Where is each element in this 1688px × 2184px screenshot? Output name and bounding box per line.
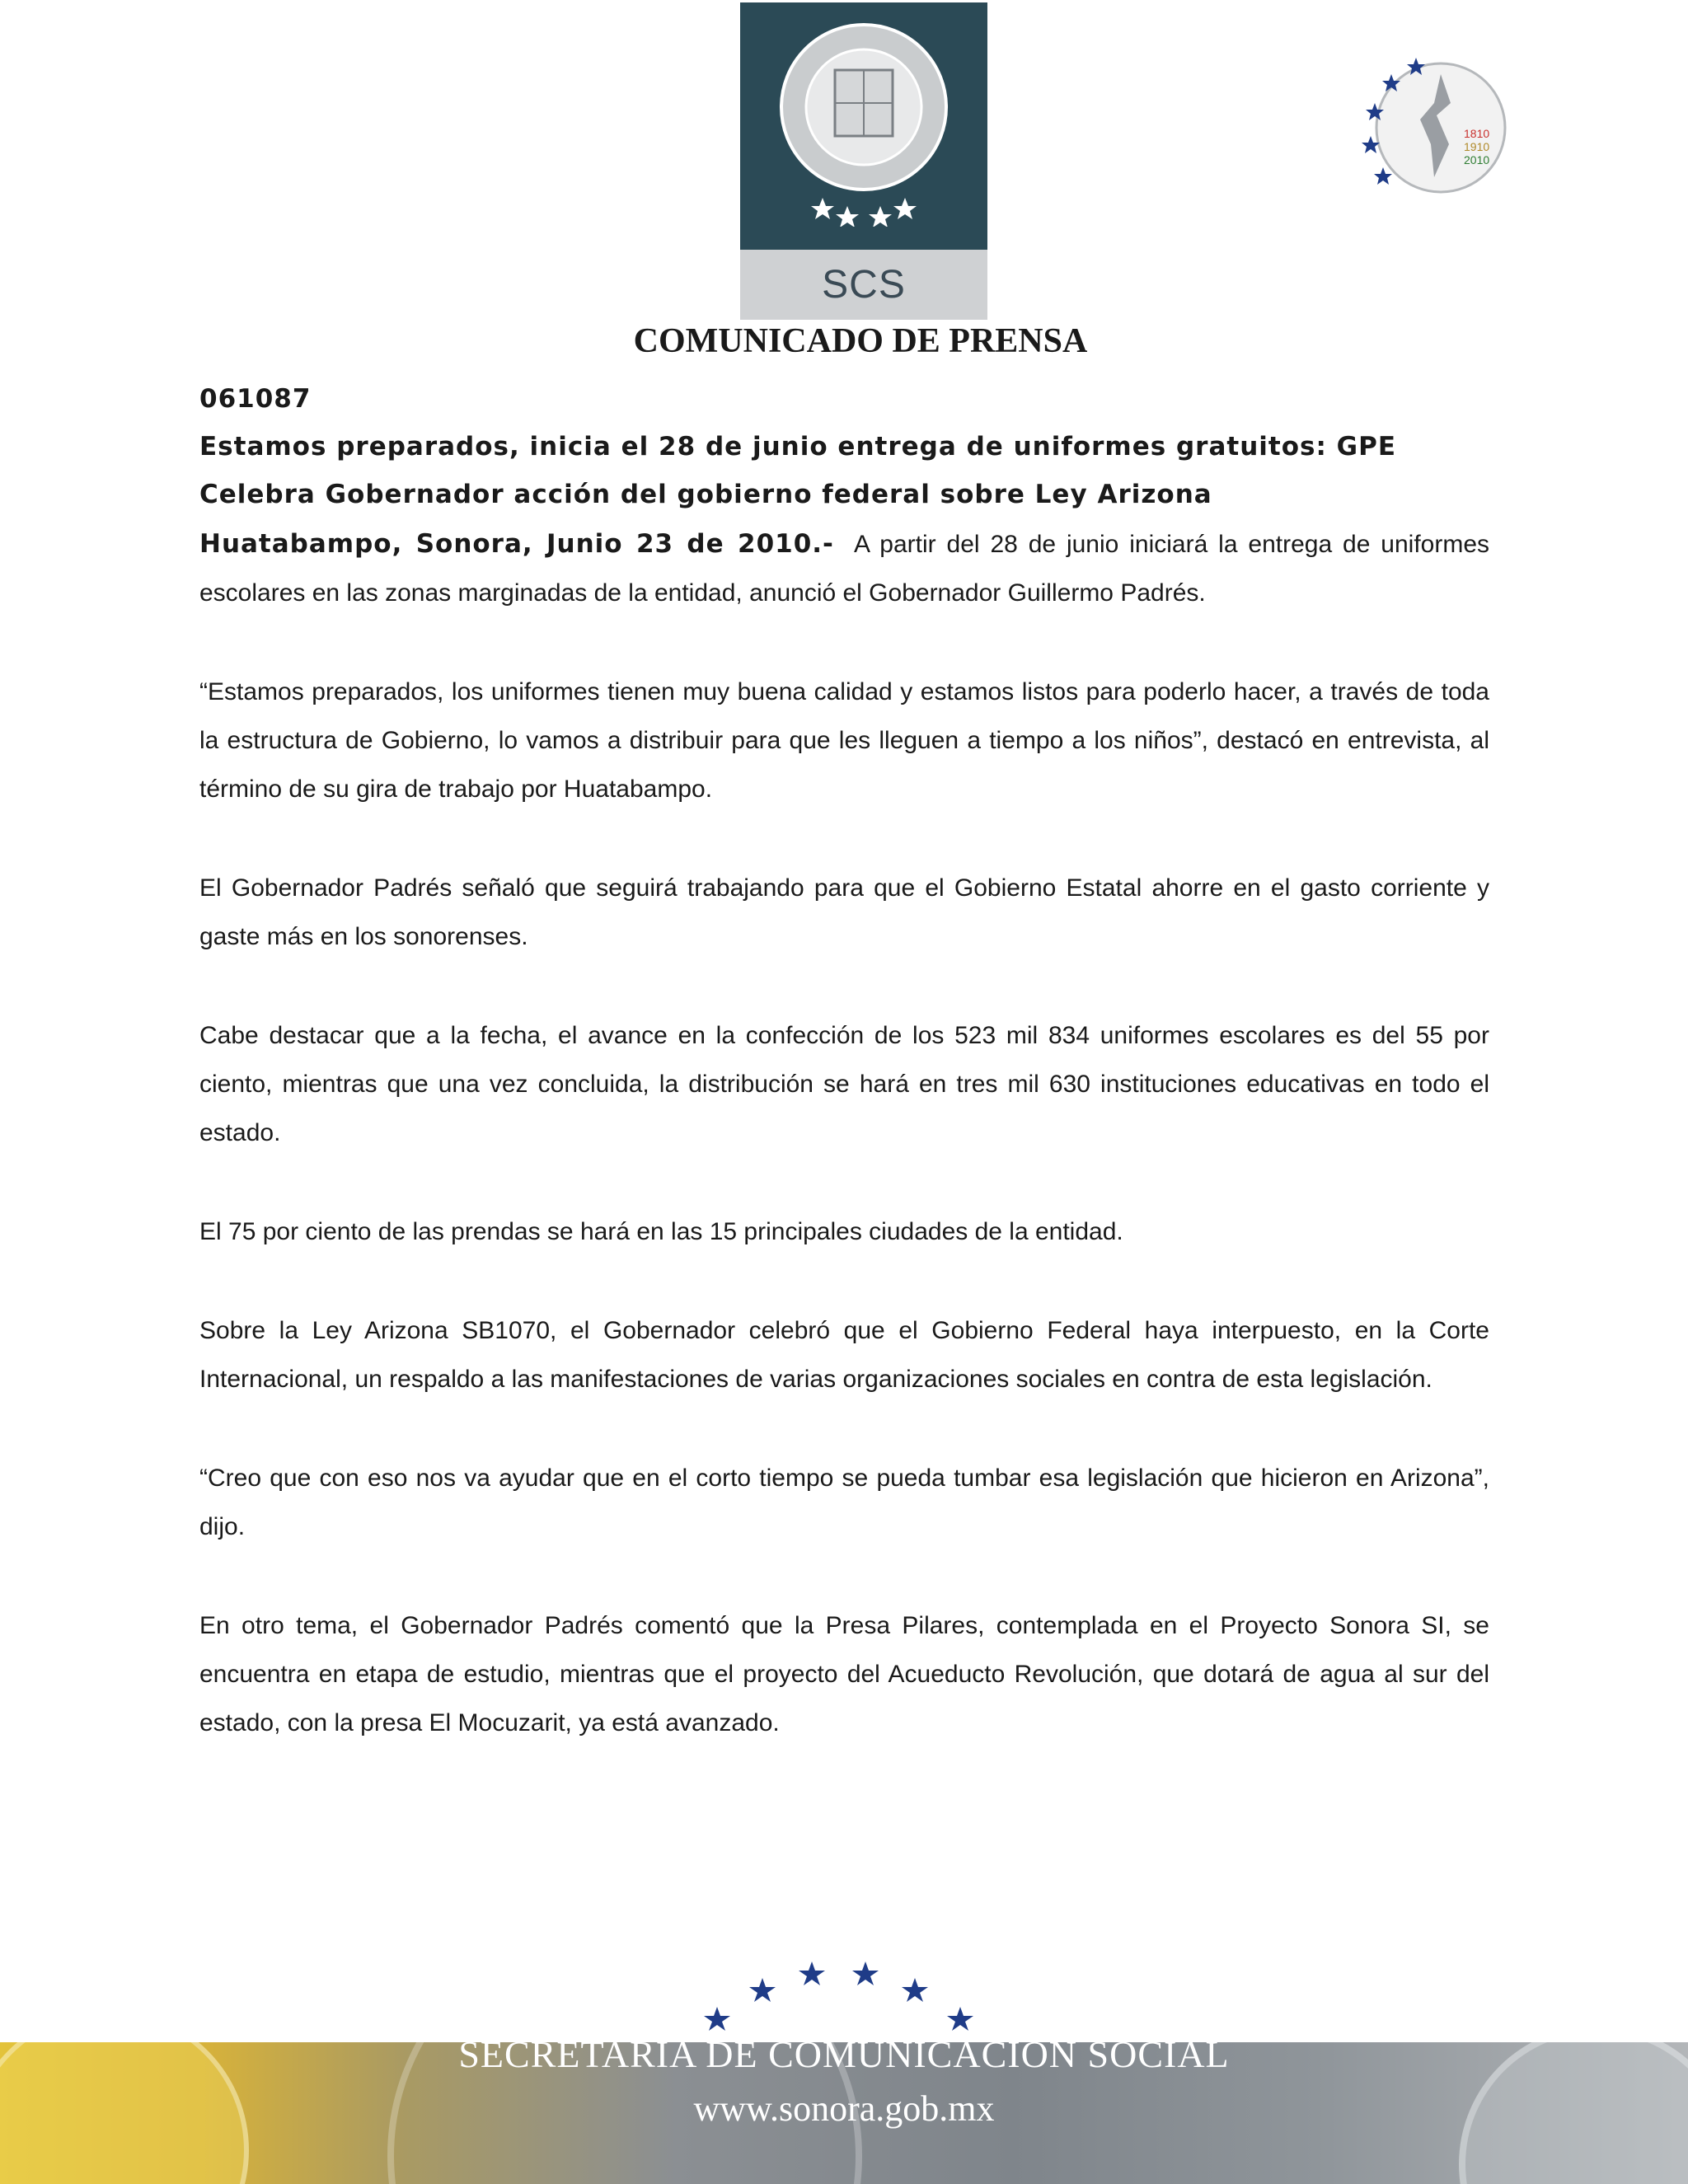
paragraph: “Creo que con eso nos va ayudar que en el corto tiempo se pueda tumbar esa legislación que hicieron en Arizona”, dijo.	[199, 1465, 1489, 1540]
logo-seal-panel	[740, 2, 987, 250]
subheadline: Celebra Gobernador acción del gobierno federal sobre Ley Arizona	[199, 480, 1212, 509]
svg-text:1910: 1910	[1464, 140, 1490, 153]
footer-organization: SECRETARÍA DE COMUNICACIÓN SOCIAL	[458, 2033, 1230, 2075]
paragraph: Cabe destacar que a la fecha, el avance en la confección de los 523 mil 834 uniformes escolares es del 55 por ciento, mientras que una vez concluida, la distribución se hará en tres mil 630 instituciones educativas en todo el estado.	[199, 1022, 1489, 1146]
svg-text:1810: 1810	[1464, 127, 1490, 140]
scs-logo	[740, 2, 987, 320]
paragraph: El 75 por ciento de las prendas se hará en las 15 principales ciudades de la entidad.	[199, 1218, 1123, 1245]
state-seal-icon	[777, 21, 950, 227]
lead-text: A partir del 28 de junio iniciará la entrega de uniformes escolares en las zonas marginadas de la entidad, anunció el Gobernador Guillermo Padrés.	[199, 531, 1490, 607]
page-title: COMUNICADO DE PRENSA	[633, 322, 1088, 360]
paragraph: El Gobernador Padrés señaló que seguirá trabajando para que el Gobierno Estatal ahorre en el gasto corriente y gaste más en los sonorenses.	[199, 874, 1489, 950]
svg-text:2010: 2010	[1464, 153, 1490, 166]
bicentenario-emblem-icon	[1358, 45, 1523, 210]
lead-paragraph	[199, 520, 1489, 617]
dateline: Huatabampo, Sonora, Junio 23 de 2010.-	[199, 529, 834, 559]
press-release-body	[199, 375, 1489, 1797]
footer-url[interactable]: www.sonora.gob.mx	[693, 2088, 995, 2129]
logo-label: SCS	[822, 263, 906, 307]
headline: Estamos preparados, inicia el 28 de junio entrega de uniformes gratuitos: GPE	[199, 432, 1396, 462]
paragraph: Sobre la Ley Arizona SB1070, el Gobernador celebró que el Gobierno Federal haya interpuesto, en la Corte Internacional, un respaldo a las manifestaciones de varias organizaciones sociales en contra de esta legislación.	[199, 1317, 1489, 1393]
bulletin-number: 061087	[199, 384, 312, 414]
paragraph: “Estamos preparados, los uniformes tienen muy buena calidad y estamos listos para poderlo hacer, a través de toda la estructura de Gobierno, lo vamos a distribuir para que les lleguen a tiempo a los niños”, destacó en entrevista, al término de su gira de trabajo por Huatabampo.	[199, 678, 1489, 803]
paragraph: En otro tema, el Gobernador Padrés comentó que la Presa Pilares, contemplada en el Proyecto Sonora SI, se encuentra en etapa de estudio, mientras que el proyecto del Acueducto Revolución, que dotará de agua al sur del estado, con la presa El Mocuzarit, ya está avanzado.	[199, 1612, 1489, 1736]
logo-label-panel	[740, 250, 987, 320]
